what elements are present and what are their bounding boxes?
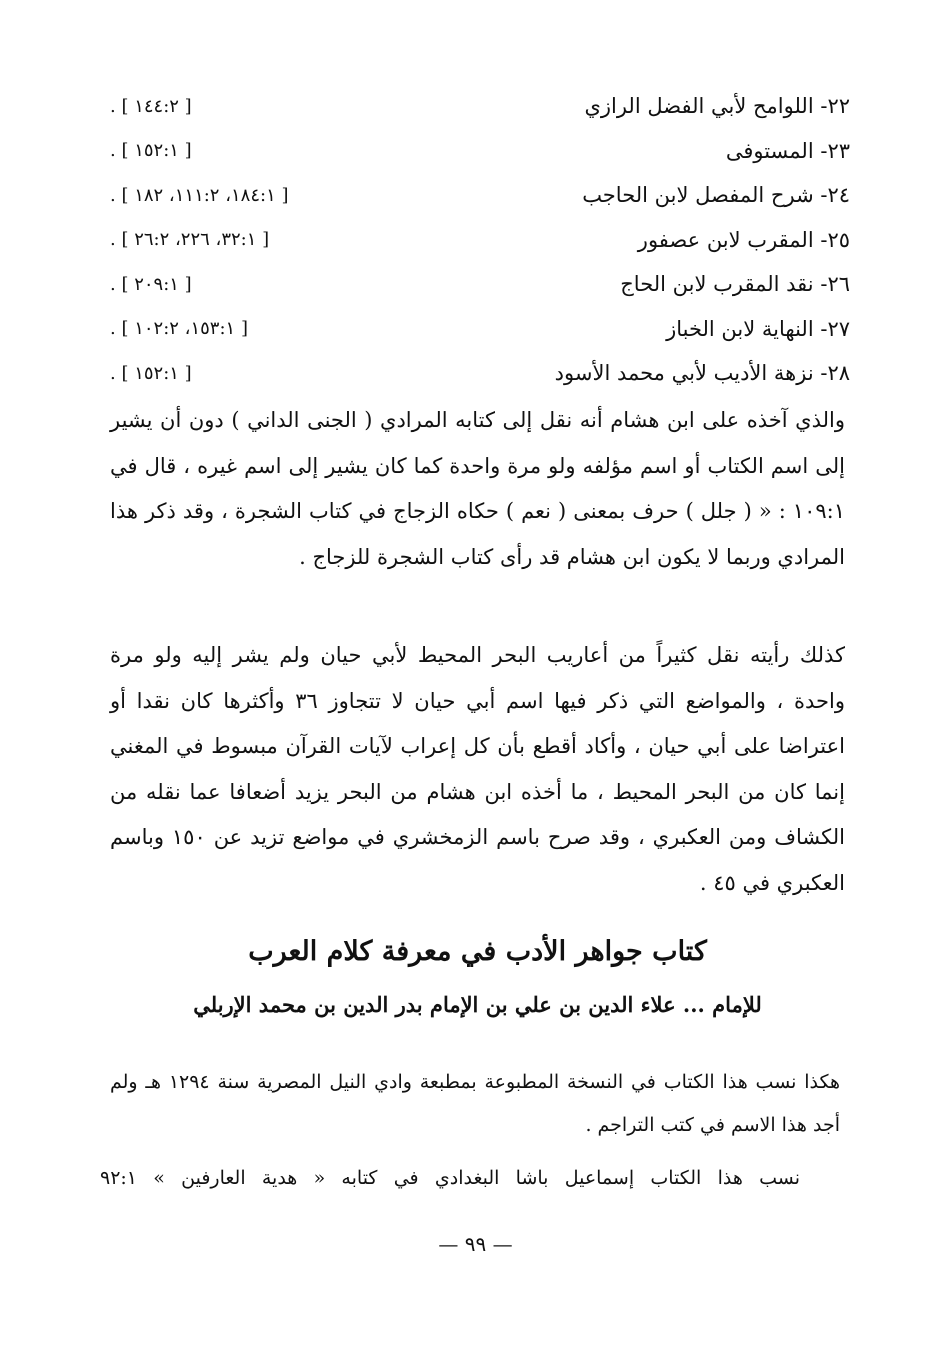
reference-pages: [ ١٥٣:١، ١٠٢:٢ ] .: [110, 318, 248, 340]
reference-title: ٢٢- اللوامح لأبي الفضل الرازي: [584, 94, 850, 119]
paragraph-attribution: هكذا نسب هذا الكتاب في النسخة المطبوعة بمطبعة وادي النيل المصرية سنة ١٢٩٤ هـ ولم أجد هذا الاسم في كتب التراجم .: [110, 1071, 841, 1136]
paragraph-abu-hayyan: كذلك رأيته نقل كثيراً من أعاريب البحر المحيط لأبي حيان ولم يشر إليه ولو مرة واحدة ، والمواضع التي ذكر فيها اسم أبي حيان لا تتجاوز ٣٦ وأكثرها كان نقدا أو اعتراضا على أبي حيان ، وأكاد أقطع بأن كل إعراب لآيات القرآن مبسوط في المغني إنما كان من البحر المحيط ، ما أخذه ابن هشام من البحر يزيد أضعافا عما نقله من الكشاف ومن العكبري ، وقد صرح باسم الزمخشري في مواضع تزيد عن ١٥٠ وباسم العكبري في ٤٥ .: [110, 643, 845, 895]
reference-list: [110, 84, 850, 396]
reference-pages: [ ١٨٤:١، ١١١:٢، ١٨٢ ] .: [110, 184, 289, 206]
reference-item: [110, 173, 850, 218]
paragraph-muradi: والذي آخذه على ابن هشام أنه نقل إلى كتابه المرادي ( الجنى الداني ) دون أن يشير إلى اسم الكتاب أو اسم مؤلفه ولو مرة واحدة كما كان يشير إلى اسم غيره ، قال في ١٠٩:١ : « ( جلل ) حرف بمعنى ( نعم ) حكاه الزجاج في كتاب الشجرة ، وقد ذكر هذا المرادي وربما لا يكون ابن هشام قد رأى كتاب الشجرة للزجاج .: [110, 408, 845, 569]
reference-title: ٢٣- المستوفى: [725, 138, 850, 163]
reference-item: [110, 84, 850, 129]
reference-pages: [ ١٥٢:١ ] .: [110, 140, 192, 162]
reference-title: ٢٥- المقرب لابن عصفور: [637, 227, 850, 252]
paragraph-baghdadi: نسب هذا الكتاب إسماعيل باشا البغدادي في كتابه « هدية العارفين » ٩٢:١: [100, 1167, 800, 1189]
reference-pages: [ ٣٢:١، ٢٢٦، ٢٦:٢ ] .: [110, 229, 270, 251]
reference-title: ٢٤- شرح المفصل لابن الحاجب: [582, 183, 850, 208]
reference-title: ٢٨- نزهة الأديب لأبي محمد الأسود: [554, 361, 850, 386]
reference-title: ٢٦- نقد المقرب لابن الحاج: [620, 272, 850, 297]
reference-pages: [ ١٥٢:١ ] .: [110, 362, 192, 384]
reference-pages: [ ١٤٤:٢ ] .: [110, 95, 192, 117]
reference-item: [110, 351, 850, 396]
section-subtitle: للإمام ... علاء الدين بن علي بن الإمام بدر الدين بن محمد الإربلي: [193, 992, 762, 1017]
reference-pages: [ ٢٠٩:١ ] .: [110, 273, 192, 295]
reference-item: [110, 262, 850, 307]
section-title: كتاب جواهر الأدب في معرفة كلام العرب: [248, 936, 707, 967]
reference-item: [110, 307, 850, 352]
reference-item: [110, 218, 850, 263]
reference-item: [110, 129, 850, 174]
page-number: — ٩٩ —: [438, 1232, 513, 1256]
reference-title: ٢٧- النهاية لابن الخباز: [666, 316, 850, 341]
